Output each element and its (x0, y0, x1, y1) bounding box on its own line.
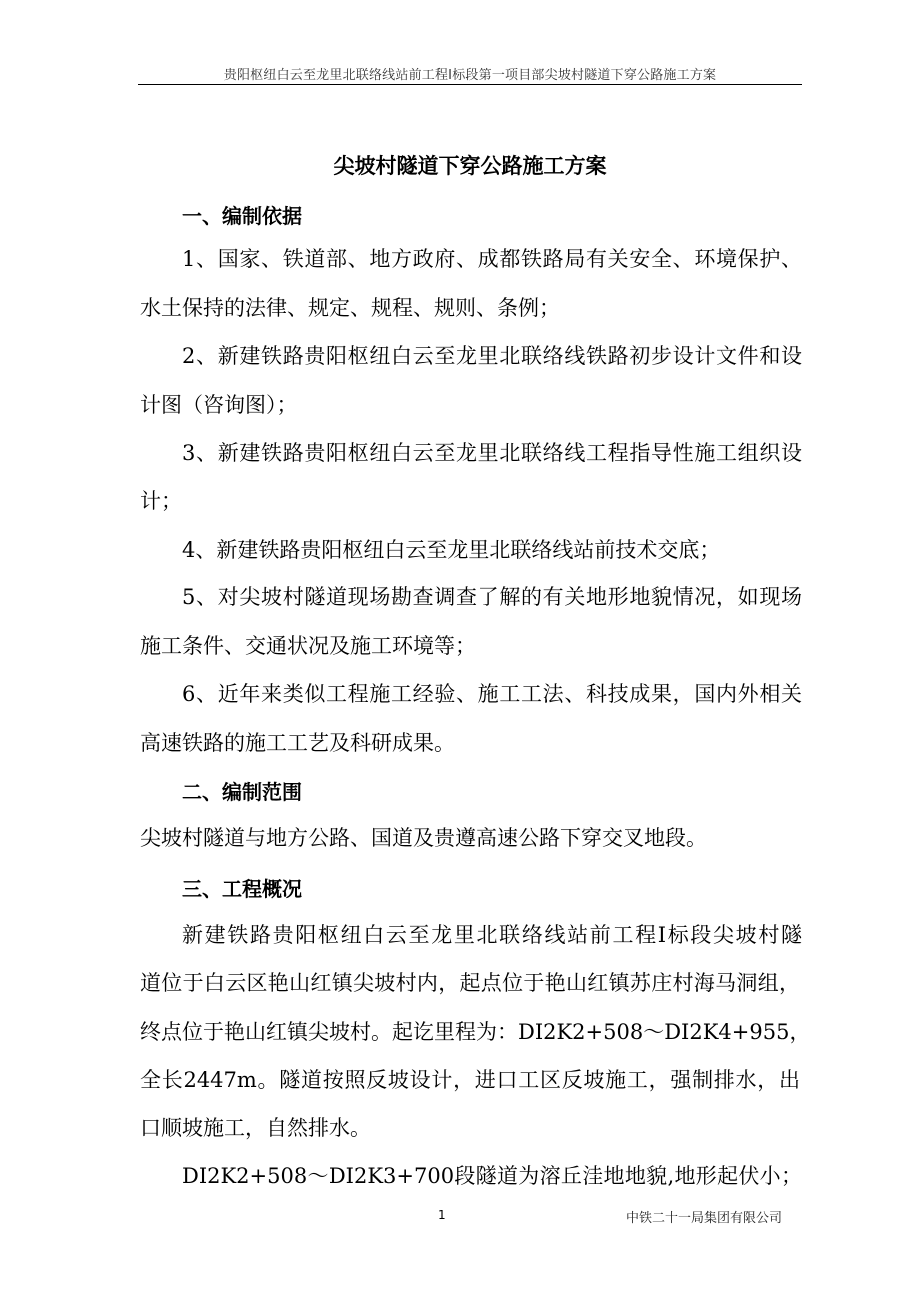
section1-line: 计； (140, 489, 182, 513)
section1-line: 计图（咨询图）； (140, 393, 298, 417)
section1-heading: 一、编制依据 (182, 204, 302, 228)
section3-line: 新建铁路贵阳枢纽白云至龙里北联络线站前工程Ⅰ标段尖坡村隧 (182, 923, 802, 947)
footer-company: 中铁二十一局集团有限公司 (626, 1211, 783, 1226)
section3-line: DI2K2+508～DI2K3+700段隧道为溶丘洼地地貌,地形起伏小； (182, 1164, 802, 1188)
section1-line: 3、新建铁路贵阳枢纽白云至龙里北联络线工程指导性施工组织设 (182, 441, 802, 465)
running-header: 贵阳枢纽白云至龙里北联络线站前工程Ⅰ标段第一项目部尖坡村隧道下穿公路施工方案 (223, 68, 717, 83)
section1-line: 水土保持的法律、规定、规程、规则、条例； (140, 296, 560, 320)
section2-text: 尖坡村隧道与地方公路、国道及贵遵高速公路下穿交叉地段。 (140, 826, 707, 850)
section3-line: 全长2447m。隧道按照反坡设计，进口工区反坡施工，强制排水，出 (140, 1068, 800, 1092)
section3-heading: 三、工程概况 (182, 877, 302, 901)
header-rule (138, 84, 802, 85)
section2-heading: 二、编制范围 (182, 780, 302, 804)
section3-line: 道位于白云区艳山红镇尖坡村内，起点位于艳山红镇苏庄村海马洞组， (140, 971, 800, 995)
section1-line: 高速铁路的施工工艺及科研成果。 (140, 731, 455, 755)
document-title: 尖坡村隧道下穿公路施工方案 (333, 154, 607, 178)
section3-line: 口顺坡施工，自然排水。 (140, 1116, 371, 1140)
section1-line: 4、新建铁路贵阳枢纽白云至龙里北联络线站前技术交底； (182, 538, 721, 562)
page-number: 1 (438, 1208, 446, 1222)
section3-line: 终点位于艳山红镇尖坡村。起讫里程为：DI2K2+508～DI2K4+955， (140, 1020, 811, 1044)
section1-line: 5、对尖坡村隧道现场勘查调查了解的有关地形地貌情况，如现场 (182, 585, 802, 609)
section1-line: 6、近年来类似工程施工经验、施工工法、科技成果，国内外相关 (182, 682, 802, 706)
section1-line: 1、国家、铁道部、地方政府、成都铁路局有关安全、环境保护、 (182, 247, 802, 271)
section1-line: 2、新建铁路贵阳枢纽白云至龙里北联络线铁路初步设计文件和设 (182, 344, 802, 368)
section1-line: 施工条件、交通状况及施工环境等； (140, 634, 476, 658)
